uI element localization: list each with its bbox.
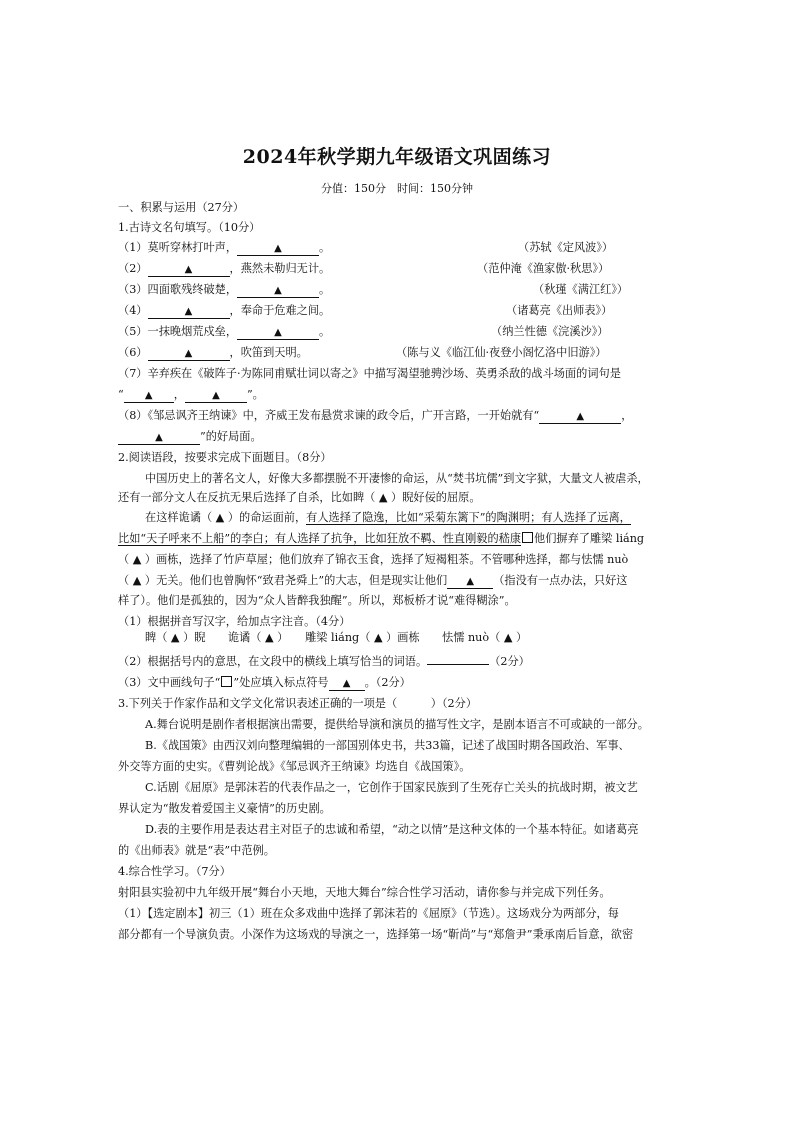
q1-item-6: （6） ▲ ，吹笛到天明。 — [118, 346, 308, 359]
q3-option-a: A.舞台说明是剧作者根据演出需要，提供给导演和演员的描写性文字，是剧本语言不可或缺的一部分。 — [145, 718, 649, 731]
q1-item-8: （8）《邹忌讽齐王纳谏》中，齐威王发布悬赏求谏的政令后，广开言路，一开始就有“ ▲ ， — [118, 409, 633, 422]
q1-item-7-blanks: “ ▲ ， ▲ ”。 — [118, 388, 264, 401]
answer-blank[interactable]: ▲ — [148, 346, 230, 361]
q1-item-7: （7）辛弃疾在《破阵子·为陈同甫赋壮词以寄之》中描写渴望驰骋沙场、英勇杀敌的战斗场面的词句是 — [118, 367, 621, 380]
q2-heading: 2.阅读语段，按要求完成下面题目。（8分） — [118, 451, 332, 464]
punctuation-box — [221, 676, 232, 687]
q2-sub-2: （2）根据括号内的意思，在文段中的横线上填写恰当的词语。 （2分） — [118, 655, 530, 668]
q2-sub-3: （3）文中画线句子“ ”处应填入标点符号 ▲ 。（2分） — [118, 676, 411, 689]
q2-paragraph-line: （ ▲ ）无关。他们也曾胸怀“致君尧舜上”的大志，但是现实让他们 ▲ （指没有一点办法，只好这 — [118, 574, 628, 587]
answer-blank[interactable]: ▲ — [148, 304, 230, 319]
q1-source-1: （苏轼《定风波》） — [518, 241, 614, 254]
q2-paragraph-line: 中国历史上的著名文人，好像大多都摆脱不开凄惨的命运，从“焚书坑儒”到文字狱，大量文人被虐杀， — [145, 472, 649, 485]
answer-blank[interactable]: ▲ — [447, 574, 493, 589]
q4-sub-1: （1）【选定剧本】初三（1）班在众多戏曲中选择了郭沫若的《屈原》（节选）。这场戏分为两部分，每 — [118, 907, 619, 920]
page-title: 2024年秋学期九年级语文巩固练习 — [242, 146, 552, 168]
answer-blank[interactable] — [427, 664, 489, 665]
answer-blank[interactable]: ▲ — [237, 241, 319, 256]
answer-blank[interactable]: ▲ — [148, 262, 230, 277]
q3-heading: 3.下列关于作家作品和文学文化常识表述正确的一项是（ ）（2分） — [118, 697, 478, 710]
answer-blank[interactable]: ▲ — [185, 388, 247, 403]
q1-item-4: （4） ▲ ，奉命于危难之间。 — [118, 304, 331, 317]
q3-option-d: D.表的主要作用是表达君主对臣子的忠诚和希望，“动之以情”是这种文体的一个基本特征。如诸葛亮 — [145, 823, 639, 836]
q2-sub-1-items: 睥（ ▲ ）睨 诡谲（ ▲ ） 雕梁 liáng（ ▲ ）画栋 怯懦 nuò（ ▲ ） — [145, 631, 528, 644]
q3-option-c-cont: 界认定为“散发着爱国主义豪情”的历史剧。 — [118, 802, 331, 815]
q1-source-5: （纳兰性德《浣溪沙》） — [491, 325, 609, 338]
q1-heading: 1.古诗文名句填写。（10分） — [118, 221, 261, 234]
q3-option-b: B.《战国策》由西汉刘向整理编辑的一部国别体史书，共33篇，记述了战国时期各国政治、军事、 — [145, 739, 630, 752]
q1-item-8-cont: ▲ ”的好局面。 — [118, 429, 262, 445]
q4-heading: 4.综合性学习。（7分） — [118, 865, 231, 878]
q1-source-6: （陈与义《临江仙·夜登小阁忆洛中旧游》） — [396, 346, 607, 359]
answer-blank[interactable]: ▲ — [237, 325, 319, 340]
q3-option-b-cont: 外交等方面的史实。《曹刿论战》《邹忌讽齐王纳谏》均选自《战国策》。 — [118, 760, 471, 773]
q1-source-4: （诸葛亮《出师表》） — [506, 304, 613, 317]
q4-sub-1-cont: 部分都有一个导演负责。小深作为这场戏的导演之一，选择第一场“靳尚”与“郑詹尹”秉承南后旨意，欲密 — [118, 928, 634, 941]
q1-source-2: （范仲淹《渔家傲·秋思》） — [477, 262, 610, 275]
q2-sub-1: （1）根据拼音写汉字，给加点字注音。（4分） — [118, 615, 351, 628]
q2-paragraph-line: 比如“天子呼来不上船”的李白；有人选择了抗争，比如狂放不羁、性直刚毅的嵇康 他们摒弃了雕梁 liáng — [118, 532, 645, 545]
q1-item-3: （3）四面歌残终破楚， ▲ 。 — [118, 283, 331, 296]
q3-option-d-cont: 的《出师表》就是“表”中范例。 — [118, 844, 275, 857]
q2-paragraph-line: （ ▲ ）画栋，选择了竹庐草屋；他们放弃了锦衣玉食，选择了短褐粗茶。不管哪种选择，都与怯懦 nuò — [118, 553, 629, 566]
q2-paragraph-line: 在这样诡谲（ ▲ ）的命运面前，有人选择了隐逸，比如“采菊东篱下”的陶渊明；有人选择了远离， — [145, 511, 631, 524]
answer-blank[interactable]: ▲ — [118, 430, 200, 445]
page-subtitle: 分值：150分 时间：150分钟 — [321, 182, 473, 195]
q1-item-1: （1）莫听穿林打叶声， ▲ 。 — [118, 241, 331, 254]
answer-blank[interactable]: ▲ — [237, 283, 319, 298]
answer-blank[interactable]: ▲ — [329, 676, 365, 691]
punctuation-box — [522, 532, 533, 543]
q2-paragraph-line: 还有一部分文人在反抗无果后选择了自杀，比如睥（ ▲ ）睨好佞的屈原。 — [118, 491, 481, 504]
q1-item-2: （2） ▲ ，燕然未勒归无计。 — [118, 262, 331, 275]
q1-source-3: （秋瑾《满江红》） — [533, 283, 629, 296]
answer-blank[interactable]: ▲ — [539, 409, 621, 424]
q4-intro: 射阳县实验初中九年级开展“舞台小天地，天地大舞台”综合性学习活动，请你参与并完成下列任务。 — [118, 886, 611, 899]
answer-blank[interactable]: ▲ — [124, 388, 174, 403]
underlined-sentence: 有人选择了隐逸，比如“采菊东篱下”的陶渊明；有人选择了远离， — [306, 511, 631, 524]
underlined-sentence: 比如“天子呼来不上船”的李白；有人选择了抗争，比如狂放不羁、性直刚毅的嵇康 — [118, 532, 522, 545]
q2-paragraph-line: 样了）。他们是孤独的，因为“众人皆醉我独醒”。所以，郑板桥才说“难得糊涂”。 — [118, 594, 516, 607]
q3-option-c: C.话剧《屈原》是郭沫若的代表作品之一，它创作于国家民族到了生死存亡关头的抗战时期，被文艺 — [145, 781, 638, 794]
section-heading: 一、积累与运用（27分） — [118, 201, 245, 214]
q1-item-5: （5）一抹晚烟荒戍垒， ▲ 。 — [118, 325, 331, 338]
